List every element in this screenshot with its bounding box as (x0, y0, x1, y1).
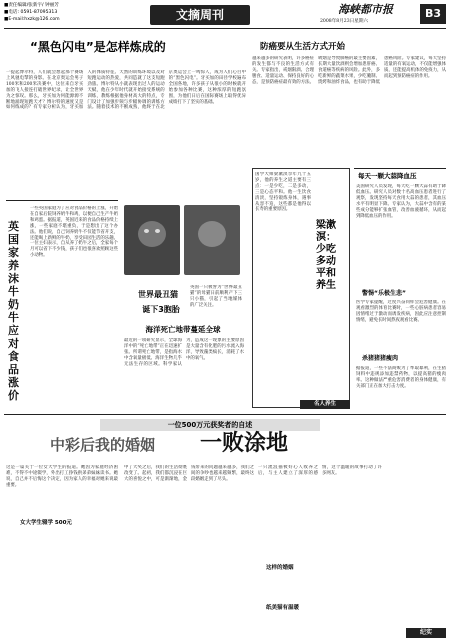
a3-body: 越来越多的研究表明，许多癌症的发生都与不良的生活方式有关。专家指出，戒烟限酒、合理膳食、适量运动、保持良好的心态，是预防癌症最有效的方法。吸烟是导致肺癌的最主要因素，长期大量饮酒则会增加患肝癌、食道癌等疾病的风险。此外，多吃新鲜的蔬菜水果，少吃腌制、烧烤和油炸食品，也有助于降低患癌风险。专家建议，每天坚持适量的有氧运动，不仅能增强体质，还能提高机体的免疫力，从而起到预防癌症的作用。 (252, 56, 446, 85)
cat-eye-right (155, 229, 160, 233)
section-title: 文摘周刊 (175, 8, 224, 22)
a2-headline: 英国家养沫牛奶牛应对食品涨价 (8, 220, 19, 402)
banner-kicker-box (100, 419, 320, 431)
a2-body: 一些英国家庭为了应对食品价格的上涨，开始在自家后院饲养奶牛和鸡，以便自己生产牛奶和鸡蛋。据报道，英国近来的食品价格持续上涨，一些家庭不堪重负，于是想出了这个办法。他们说，自己饲养奶牛不仅能节省开支，还能喝上新鲜的牛奶，享受田园生活的乐趣。一位主妇表示，自从养了奶牛之后，全家每个月可以省下不少钱，孩子们也很喜欢照顾这些小动物。 (30, 206, 118, 259)
a5-headline: 警惕“乐极生悲” (362, 290, 406, 297)
cat-photo (124, 205, 180, 275)
a12-headline: 纸美猫有温暖 (266, 605, 300, 611)
cat2-head-shape (198, 221, 226, 247)
banner-headline-right: 一败涂地 (200, 431, 289, 456)
editor-line: ■责任编辑/张新宇/ 钟丽芳 (4, 3, 59, 8)
banner-kicker: 一位500万元获奖者的自述 (167, 421, 253, 429)
photo-caption-sub: 诞下3胞胎 (142, 305, 180, 314)
a9-headline: 名人养生 (313, 401, 336, 407)
a6-headline: 杀猪猪猪瘦肉 (362, 355, 399, 362)
cat-photo-2 (184, 205, 240, 275)
a1-headline: “黑色闪电”是怎样炼成的 (30, 40, 166, 54)
a9-label (300, 400, 350, 409)
a11-body: 中了大奖之后，我们的生活彻底改变了。起初，我们都沉浸在巨大的喜悦之中，可是渐渐地，金钱带来的问题越来越多，我们之间的争吵也越来越频繁，最终这段婚姻走到了尽头。 (124, 465, 254, 482)
email-line: ■E-mail:hxzk@126.com (4, 17, 60, 22)
masthead: 海峡都市报 (338, 3, 393, 16)
rule-a2-top (6, 200, 118, 201)
cat-head-shape (138, 221, 166, 247)
a12-body: 一只流浪猫被好心人收养之后，与主人建立了深厚的感情，这个温暖的故事打动了许多网友。 (258, 465, 382, 476)
page-number: B3 (420, 4, 446, 24)
banner-headline-left: 中彩后我的婚姻 (50, 436, 156, 454)
photo-body: 英国一只被誉为“世界最丑猫”的母猫日前顺利产下三只小猫，引起了当地媒体的广泛关注。 (190, 285, 242, 308)
a6-body: 据报道，一些不法商贩为了牟取暴利，在生猪饲料中违规添加违禁药物，以提高猪的瘦肉率。这种做法严重危害消费者的身体健康，有关部门正在加大打击力度。 (356, 366, 446, 389)
header-rule (4, 28, 446, 29)
banner-rule-top (4, 414, 446, 415)
a10-body: 这是一篇关于一位女大学生的报道。她因为家庭经济困难，不得不中途辍学，外出打工挣钱供弟弟妹妹读书。她说，自己并不后悔这个决定，因为家人的幸福对她来说最重要。 (6, 465, 118, 488)
footer-label: 纪实 (419, 629, 432, 636)
rule-a4-top (354, 168, 446, 169)
a7-body: 最近的一项研究显示，全球海洋中的“死亡地带”正在迅速扩张。所谓死亡地带，是指海水中含氧量极低、海洋生物几乎无法生存的区域。科学家认为，造成这一现象的主要原因是大量含有化肥的污水流入海洋，导致藻类疯长，消耗了水中的氧气。 (124, 338, 244, 367)
a7-headline: 海洋死亡地带蔓延全球 (145, 325, 221, 334)
date-line: 2008年8月23日星期六 (320, 19, 369, 24)
a11-headline: 这样的婚姻 (266, 565, 294, 571)
a4-headline: 每天一颗大蒜降血压 (358, 172, 417, 180)
a10-headline: 女大学生辍学 500元 (20, 520, 72, 526)
a5-body: 医学专家提醒，过度兴奋同样会危害健康。在观看激烈的体育比赛时，一些心脏病患者容易因情绪过于激动而诱发疾病，因此应注意控制情绪，避免长时间熬夜观看比赛。 (356, 300, 446, 323)
cat-eye-left (144, 229, 149, 233)
a3-headline: 防癌要从生活方式开始 (260, 42, 346, 52)
a1-body: 一提起博尔特，人们就会想起那个赛场上风驰电掣的身影。在北京奥运会男子100米和200米决赛中，这位来自牙买加的飞人接连打破世界纪录，让全世界为之惊叹。那么，牙买加为何能源源不断地涌现短跑天才？博尔特的速度又是如何练成的？有专家分析认为，牙买加人的体质特征、天然的训练环境以及对短跑运动的热爱，共同造就了这支短跑劲旅。博尔特从小就表现出过人的运动天赋，他在少年时代就开始接受系统的训练，教练根据他身材高大的特点，专门设计了加强步频与步幅协调的训练方法。随着技术的不断成熟，他终于在北京奥运会上一鸣惊人，成为人们心目中的“黑色闪电”。牙买加的田径学校遍布全国各地，许多孩子从很小的时候就开始参加各种比赛，这种浓厚的短跑氛围，为他们日后在国际赛场上取得优异成绩打下了坚实的基础。 (6, 70, 246, 111)
section-title-box (150, 5, 250, 25)
a4-body: 美国研究人员发现，每天吃一颗大蒜有助于降低血压。研究人员对数十名高血压患者进行了观察，发现坚持每天食用大蒜的患者，其血压水平有明显下降。专家认为，大蒜中含有的某些成分能够扩张血管，改善血液循环，从而起到降低血压的作用。 (356, 184, 446, 219)
photo-caption-head: 世界最丑猫 (138, 290, 178, 299)
a8-headline: 梁漱溟：少吃多动 平和养生 (316, 220, 336, 291)
header (0, 0, 450, 30)
a8-body: 国学大师梁漱溟享年九十五岁，他的养生之道主要有三点：一是少吃，二是多动，三是心态平和。他一生饮食清淡，坚持锻炼身体，遇事从容不迫，这些都是他得以长寿的重要原因。 (255, 172, 311, 213)
phone-line: ■电话: 0591-87095313 (4, 10, 58, 15)
footer-label-box (406, 628, 446, 638)
